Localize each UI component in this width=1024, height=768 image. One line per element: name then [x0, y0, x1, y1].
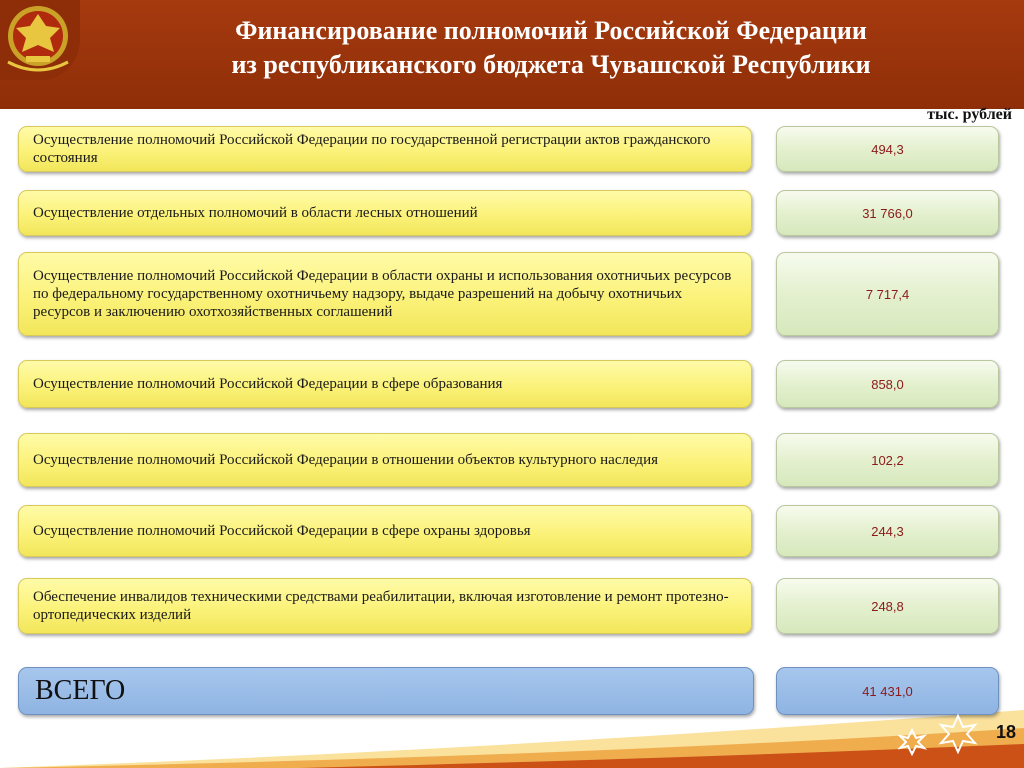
- slide-header: [0, 0, 1024, 109]
- row-label-7: Обеспечение инвалидов техническими средствами реабилитации, включая изготовление и ремонт протезно- ортопедических изделий: [18, 578, 752, 634]
- page-number: 18: [995, 722, 1016, 742]
- title-line-2: из республиканского бюджета Чувашской Республики: [231, 50, 871, 79]
- row-value-6: 244,3: [776, 505, 999, 557]
- row-value-3: 7 717,4: [776, 252, 999, 336]
- row-label-2: Осуществление отдельных полномочий в области лесных отношений: [18, 190, 752, 236]
- row-value-7: 248,8: [776, 578, 999, 634]
- row-label-4: Осуществление полномочий Российской Федерации в сфере образования: [18, 360, 752, 408]
- units-label: тыс. рублей: [927, 106, 1012, 123]
- row-label-3: Осуществление полномочий Российской Федерации в области охраны и использования охотничьих ресурсов по федеральному государственному охотничьему надзору, выдаче разрешений на добычу охотничьих ресурсов и заключению охотхозяйственных соглашений: [18, 252, 752, 336]
- row-label-1: Осуществление полномочий Российской Федерации по государственной регистрации актов гражданского состояния: [18, 126, 752, 172]
- slide-title: [88, 14, 1014, 82]
- title-line-1: Финансирование полномочий Российской Федерации: [235, 16, 867, 45]
- row-value-1: 494,3: [776, 126, 999, 172]
- row-value-5: 102,2: [776, 433, 999, 487]
- row-label-5: Осуществление полномочий Российской Федерации в отношении объектов культурного наследия: [18, 433, 752, 487]
- row-value-4: 858,0: [776, 360, 999, 408]
- row-label-6: Осуществление полномочий Российской Федерации в сфере охраны здоровья: [18, 505, 752, 557]
- total-label: ВСЕГО: [18, 667, 754, 715]
- row-value-2: 31 766,0: [776, 190, 999, 236]
- chuvash-emblem-icon: [0, 0, 80, 80]
- total-value: 41 431,0: [776, 667, 999, 715]
